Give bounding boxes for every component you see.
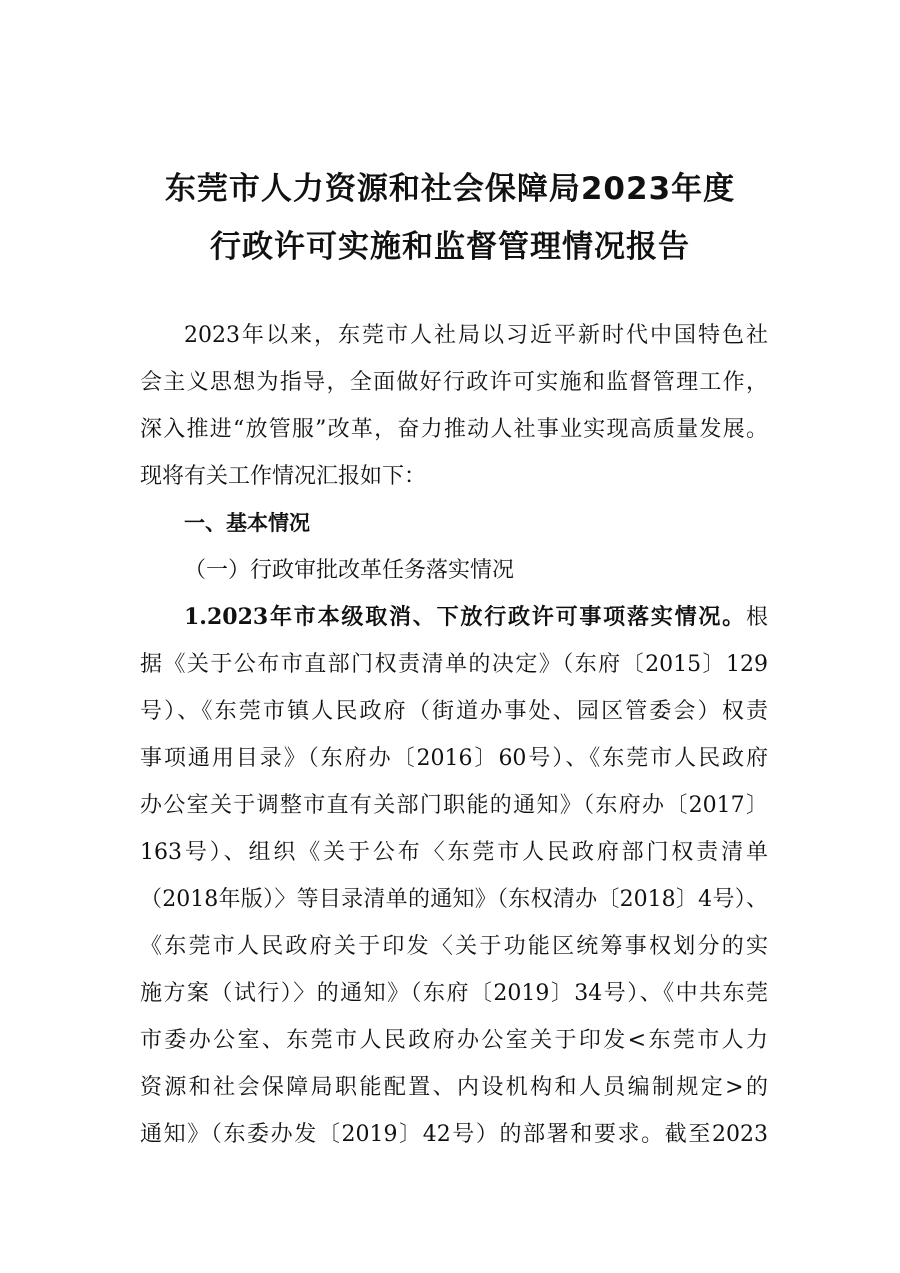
item1-line-12: 通知》（东委办发〔2019〕42号）的部署和要求。截至2023 <box>140 1122 768 1147</box>
item1-line-9: 施方案（试行）〉的通知》（东府〔2019〕34号）、《中共东莞 <box>140 981 768 1006</box>
subsection-heading-reform: （一）行政审批改革任务落实情况 <box>184 558 515 583</box>
item1-line-2: 据《关于公布市直部门权责清单的决定》（东府〔2015〕129 <box>140 652 768 677</box>
item1-line-5: 办公室关于调整市直有关部门职能的通知》（东府办〔2017〕 <box>140 793 768 818</box>
title-line-1: 东莞市人力资源和社会保障局2023年度 <box>164 171 736 207</box>
item1-line-8: 《东莞市人民政府关于印发〈关于功能区统筹事权划分的实 <box>140 934 768 959</box>
item1-line-6: 163号）、组织《关于公布〈东莞市人民政府部门权责清单 <box>140 840 768 865</box>
document-body <box>140 312 768 1158</box>
item1-first-line <box>140 594 768 641</box>
item1-line-11: 资源和社会保障局职能配置、内设机构和人员编制规定>的 <box>140 1075 768 1100</box>
item1-bold-lead: 1.2023年市本级取消、下放行政许可事项落实情况。 <box>184 604 746 630</box>
item1-line-7: （2018年版）〉等目录清单的通知》（东权清办〔2018〕4号）、 <box>140 887 768 912</box>
item1-line-4: 事项通用目录》（东府办〔2016〕60号）、《东莞市人民政府 <box>140 746 768 771</box>
item1-first-line-rest: 根 <box>745 605 768 630</box>
intro-line-2: 会主义思想为指导，全面做好行政许可实施和监督管理工作， <box>140 370 768 395</box>
document-title <box>0 160 900 276</box>
item1-line-3: 号）、《东莞市镇人民政府（街道办事处、园区管委会）权责 <box>140 699 768 724</box>
section-heading-basic: 一、基本情况 <box>184 511 310 535</box>
item1-line-10: 市委办公室、东莞市人民政府办公室关于印发<东莞市人力 <box>140 1028 768 1053</box>
intro-line-1: 2023年以来，东莞市人社局以习近平新时代中国特色社 <box>184 323 768 348</box>
intro-line-4: 现将有关工作情况汇报如下： <box>140 464 427 489</box>
title-line-2: 行政许可实施和监督管理情况报告 <box>210 229 690 265</box>
intro-line-3: 深入推进“放管服”改革，奋力推动人社事业实现高质量发展。 <box>140 417 768 442</box>
